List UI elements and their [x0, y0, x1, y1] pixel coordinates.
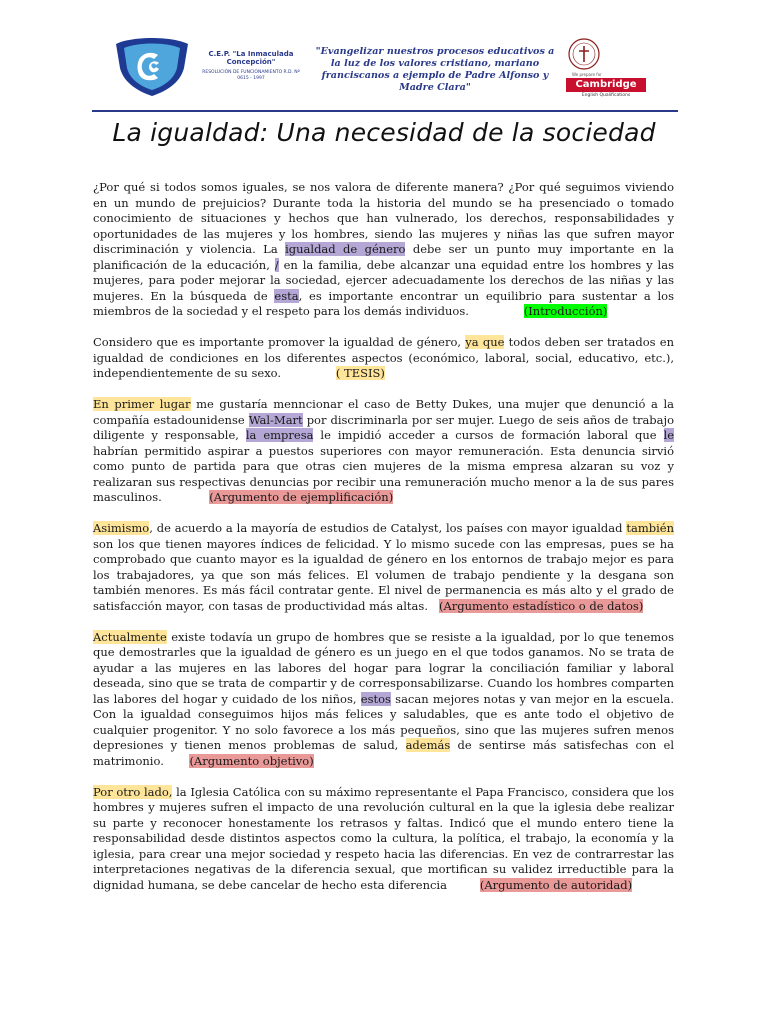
- school-resolution: RESOLUCIÓN DE FUNCIONAMIENTO R.D. Nº 0615 - 1997: [202, 70, 300, 81]
- cambridge-prep-label: We prepare for: [572, 72, 602, 77]
- tag-authority-argument: (Argumento de autoridad): [479, 877, 633, 892]
- text-run: existe todavía un grupo de hombres que se resiste a la igualdad, por lo que tenemos que demostrarles que la igualdad de género es un juego en el que todos ganamos. No se trata de ayudar a las mujeres en las labores del hogar para lograr la conciliación familiar y laboral deseada, sino que se trata de compartir y de corresponsabilizarse. Cuando los hombres comparten las labores del hogar y cuidado de los niños,: [93, 629, 674, 706]
- tag-statistical-argument: (Argumento estadístico o de datos): [438, 598, 644, 613]
- highlight-connector: En primer lugar: [93, 397, 191, 411]
- tag-example-argument: (Argumento de ejemplificación): [209, 490, 394, 504]
- text-run: en la familia, debe alcanzar una equidad entre los hombres y las mujeres, para poder mejorar la sociedad, ejercer adecuadamente los derechos de las niñas y las mujeres. En la búsqueda de: [93, 257, 674, 303]
- highlight-connector: ya que: [465, 335, 505, 349]
- highlight-connector: igualdad de género: [285, 242, 406, 256]
- school-motto: "Evangelizar nuestros procesos educativos a la luz de los valores cristiano, mariano franciscanos a ejemplo de Padre Alfonso y Madre Clara": [315, 46, 555, 93]
- highlight-connector: Asimismo: [93, 521, 150, 535]
- text-run: la Iglesia Católica con su máximo representante el Papa Francisco, considera que los hombres y mujeres sufren el impacto de una revolución cultural en la que la iglesia debe realizar su parte y reconocer honestamente los retrasos y faltas. Indicó que el mundo entero tiene la responsabilidad desde distintos aspectos como la cultura, la política, el trabajo, la economía y la iglesia, para crear una mejor sociedad y respeto hacia las diferencias. En vez de contrarrestar las interpretaciones negativas de la diferencia sexual, que mortifican su validez irreductible para la dignidad humana, se debe cancelar de hecho esta diferencia: [93, 784, 674, 892]
- cambridge-logo: Cambridge: [566, 78, 646, 92]
- text-run: me gustaría menncionar el caso de Betty Dukes, una mujer que denunció a la compañía estadounidense: [93, 397, 674, 427]
- highlight-connector: /: [274, 257, 279, 272]
- paragraph-authority-argument: [93, 785, 674, 894]
- paragraph-objective-argument: [93, 630, 674, 770]
- school-name: C.E.P. "La Inmaculada Concepción": [208, 50, 294, 66]
- tag-objective-argument: (Argumento objetivo): [189, 753, 314, 768]
- text-run: le impidió acceder a cursos de formación laboral que: [313, 428, 664, 442]
- text-run: , de acuerdo a la mayoría de estudios de Catalyst, los países con mayor igualdad: [149, 521, 627, 535]
- highlight-connector: esta: [274, 288, 299, 303]
- franciscan-seal-icon: [568, 38, 600, 70]
- paragraph-thesis: [93, 335, 674, 382]
- school-crest-logo: [102, 38, 200, 96]
- text-run: debe ser un punto muy importante en la planificación de la educación,: [93, 242, 674, 272]
- highlight-connector: además: [405, 738, 451, 752]
- text-run: son los que tienen mayores índices de felicidad. Y lo mismo sucede con las empresas, pues se ha comprobado que cuanto mayor es la igualdad de género en los entornos de trabajo mejor es para los trabajadores, ya que son más felices. El volumen de trabajo pendiente y la desgana son también menores. Es más fácil contratar gente. El nivel de permanencia es más alto y el grado de satisfacción mayor, con tasas de productividad más altas.: [93, 536, 674, 613]
- tag-thesis: ( TESIS): [335, 366, 385, 380]
- text-run: por discriminarla por ser mujer. Luego de seis años de trabajo diligente y responsable,: [93, 412, 675, 442]
- text-run: Considero que es importante promover la igualdad de género,: [93, 335, 466, 349]
- highlight-connector: Actualmente: [93, 629, 167, 644]
- document-title: La igualdad: Una necesidad de la sociedad: [112, 118, 656, 147]
- highlight-reference: le: [663, 428, 674, 442]
- paragraph-introduction: [93, 180, 674, 320]
- document-header: [92, 36, 678, 112]
- highlight-connector: también: [626, 521, 674, 535]
- text-run: todos deben ser tratados en igualdad de condiciones en los diferentes aspectos (económico, laboral, social, educativo, etc.), independientemente de su sexo.: [93, 335, 674, 380]
- text-run: de sentirse más satisfechas con el matrimonio.: [93, 738, 674, 768]
- text-run: sacan mejores notas y van mejor en la escuela. Con la igualdad conseguimos hijos más felices y saludables, que es ante todo el objetivo de cualquier progenitor. Y no solo favorece a los más pequeños, sino que las mujeres sufren menos depresiones y tienen menos problemas de salud,: [93, 691, 674, 752]
- highlight-reference: la empresa: [245, 428, 314, 442]
- highlight-reference: Wal-Mart: [248, 412, 303, 427]
- highlight-reference: estos: [360, 691, 391, 706]
- tag-introduction: (Introducción): [523, 304, 608, 318]
- text-run: habrían permitido aspirar a puestos superiores con mayor remuneración. Esta denuncia sirvió como punto de partida para que otras cien mujeres de la misma empresa alzaran su voz y realizaran sus respectivas denuncias por recibir una remuneración mucho menor a la de sus pares masculinos.: [93, 443, 674, 504]
- highlight-connector: Por otro lado,: [93, 784, 173, 799]
- text-run: ¿Por qué si todos somos iguales, se nos valora de diferente manera? ¿Por qué seguimos viviendo en un mundo de prejuicios? Durante toda la historia del mundo se ha presenciado o tomado conocimiento de situaciones y hechos que han vulnerado, los derechos, responsabilidades y oportunidades de las mujeres y los hombres, siendo las mujeres y niñas las que sufren mayor discriminación y violencia. La: [93, 180, 674, 256]
- essay-body: [93, 180, 674, 909]
- paragraph-statistical-argument: [93, 521, 674, 614]
- paragraph-example-argument: [93, 397, 674, 506]
- text-run: , es importante encontrar un equilibrio para sustentar a los miembros de la sociedad y el respeto para los demás individuos.: [93, 288, 674, 318]
- cambridge-subtitle: English Qualifications: [581, 93, 631, 98]
